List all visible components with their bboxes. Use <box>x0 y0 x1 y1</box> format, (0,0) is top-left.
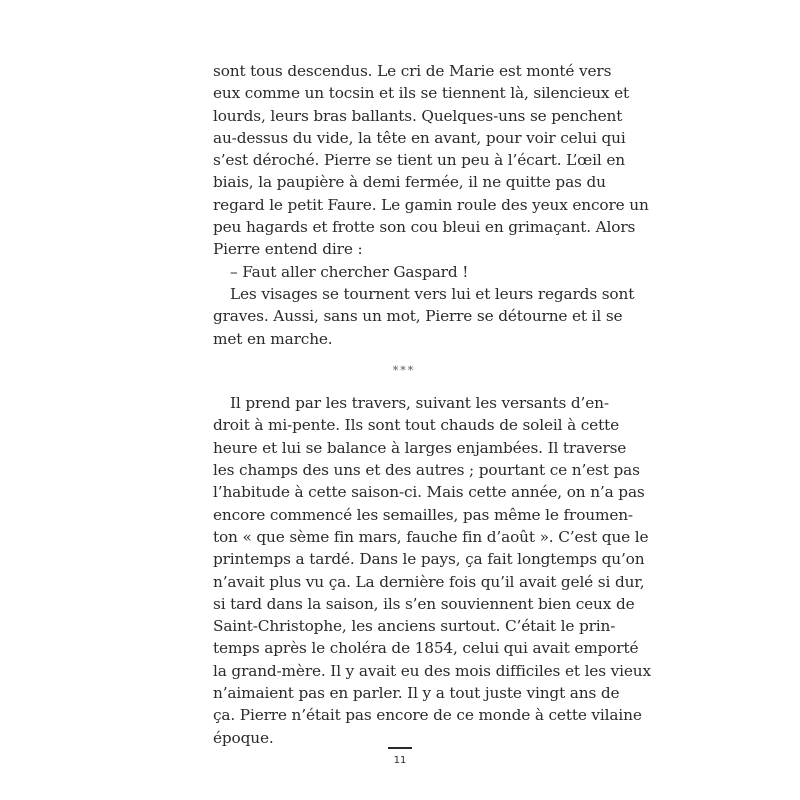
dialogue <box>213 261 595 283</box>
text-line: heure et lui se balance à larges enjambées. Il traverse <box>213 438 627 457</box>
dialogue-line: – Faut aller chercher Gaspard ! <box>230 262 469 281</box>
page-number: 11 <box>393 755 407 766</box>
text-line: sont tous descendus. Le cri de Marie est monté vers <box>213 62 612 80</box>
text-line: époque. <box>213 728 274 747</box>
text-line: lourds, leurs bras ballants. Quelques-uns se penchent <box>213 106 623 125</box>
text-line: ça. Pierre n’était pas encore de ce monde à cette vilaine <box>213 706 642 725</box>
text-line: regard le petit Faure. Le gamin roule des yeux encore un <box>213 195 649 214</box>
text-line: si tard dans la saison, ils s’en souviennent bien ceux de <box>213 594 635 613</box>
paragraph <box>213 392 651 749</box>
text-line: droit à mi-pente. Ils sont tout chauds de soleil à cette <box>213 416 619 435</box>
page-text <box>213 60 651 749</box>
text-line: la grand-mère. Il y avait eu des mois difficiles et les vieux <box>213 661 651 680</box>
text-line: printemps a tardé. Dans le pays, ça fait longtemps qu’on <box>213 550 645 569</box>
text-line: s’est déroché. Pierre se tient un peu à l’écart. L’œil en <box>213 151 625 170</box>
text-line: Pierre entend dire : <box>213 240 363 259</box>
text-line: Les visages se tournent vers lui et leurs regards sont <box>230 284 635 303</box>
text-line: n’avait plus vu ça. La dernière fois qu’il avait gelé si dur, <box>213 572 645 591</box>
text-line: peu hagards et frotte son cou bleui en grimaçant. Alors <box>213 218 636 237</box>
section-separator: *** <box>392 363 416 377</box>
text-line: biais, la paupière à demi fermée, il ne quitte pas du <box>213 173 606 192</box>
text-line: au-dessus du vide, la tête en avant, pour voir celui qui <box>213 128 626 147</box>
text-line: l’habitude à cette saison-ci. Mais cette année, on n’a pas <box>213 483 645 502</box>
paragraph <box>213 283 635 350</box>
text-line: les champs des uns et des autres ; pourtant ce n’est pas <box>213 461 640 480</box>
text-line: ton « que sème fin mars, fauche fin d’août ». C’est que le <box>213 527 649 546</box>
footer-rule <box>388 747 412 749</box>
text-line: n’aimaient pas en parler. Il y a tout juste vingt ans de <box>213 684 620 703</box>
text-line: graves. Aussi, sans un mot, Pierre se détourne et il se <box>213 307 623 326</box>
text-line: Saint-Christophe, les anciens surtout. C’était le prin- <box>213 617 616 636</box>
text-line: Il prend par les travers, suivant les versants d’en- <box>230 394 609 413</box>
text-line: encore commencé les semailles, pas même le froumen- <box>213 505 633 524</box>
page-footer <box>388 747 412 766</box>
text-line: temps après le choléra de 1854, celui qui avait emporté <box>213 639 639 658</box>
paragraph <box>213 60 649 261</box>
text-line: met en marche. <box>213 329 333 348</box>
text-line: eux comme un tocsin et ils se tiennent là, silencieux et <box>213 84 630 103</box>
